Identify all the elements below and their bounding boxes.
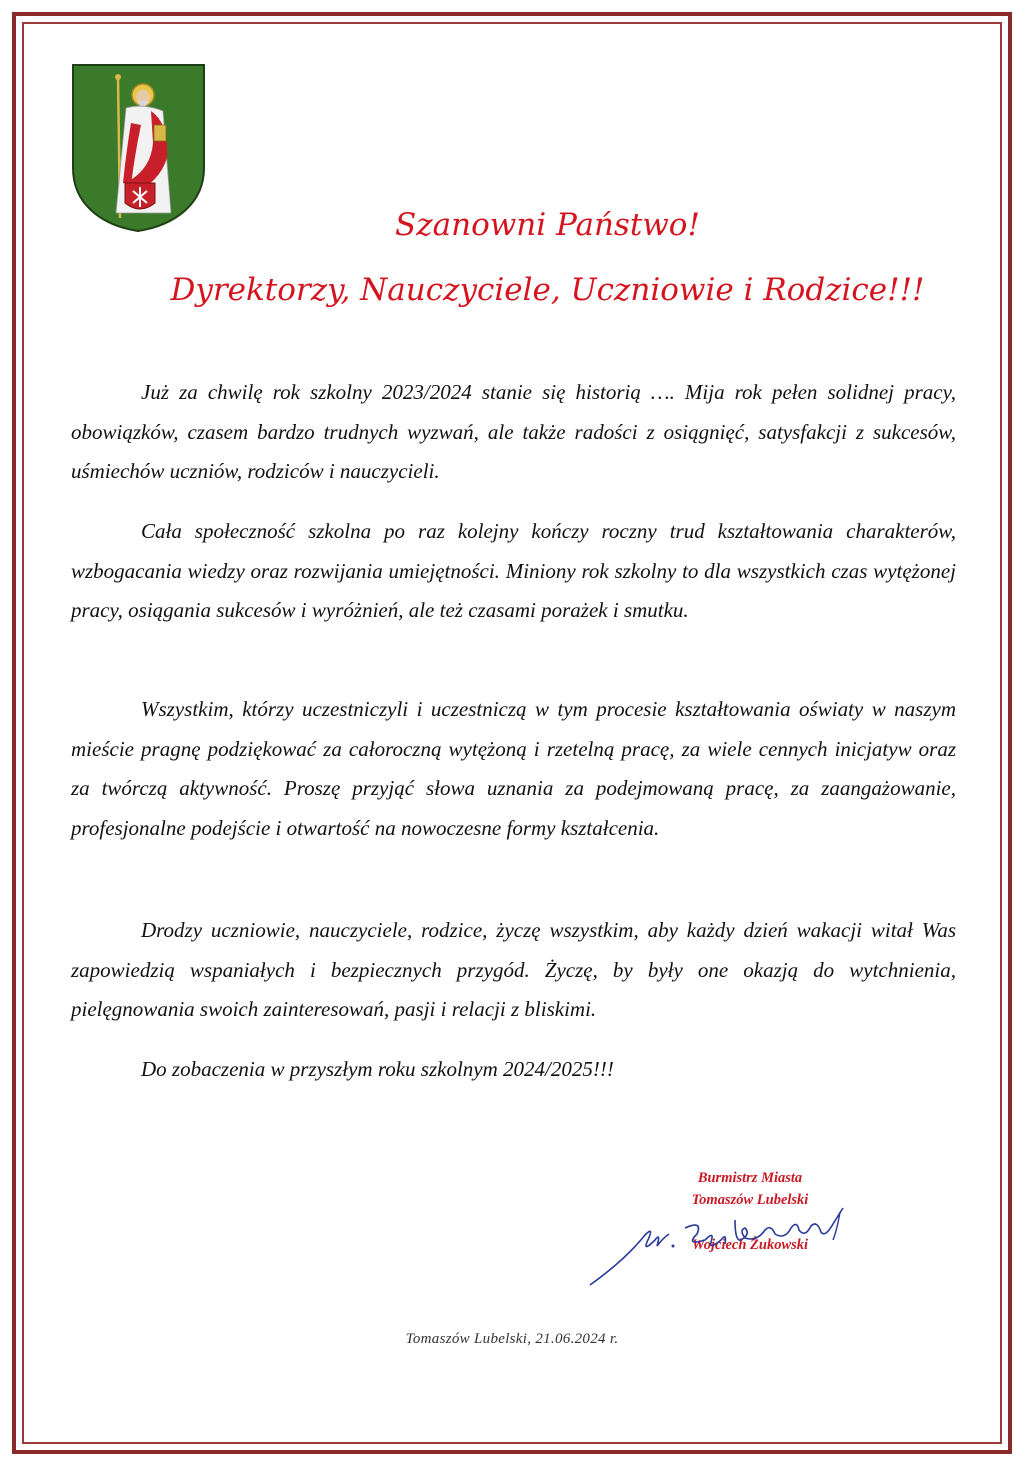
signature-title-line-2: Tomaszów Lubelski bbox=[691, 1192, 809, 1208]
signature-name: Wojciech Żukowski bbox=[691, 1237, 809, 1253]
greeting-line-1: Szanowni Państwo! bbox=[395, 207, 700, 243]
place-date: Tomaszów Lubelski, 21.06.2024 r. bbox=[405, 1331, 619, 1347]
handwritten-signature-icon bbox=[585, 1180, 885, 1290]
paragraph-1: Już za chwilę rok szkolny 2023/2024 stanie się historią …. Mija rok pełen solidnej pracy, obowiązków, czasem bardzo trudnych wyzwań, ale także radości z osiągnięć, satysfakcji z sukcesów, uśmiechów uczniów, rodziców i nauczycieli. bbox=[71, 380, 956, 483]
paragraph-2: Cała społeczność szkolna po raz kolejny kończy roczny trud kształtowania charakterów, wzbogacania wiedzy oraz rozwijania umiejętności. Miniony rok szkolny to dla wszystkich czas wytężonej pracy, osiągania sukcesów i wyróżnień, ale też czasami porażek i smutku. bbox=[71, 519, 956, 622]
greeting-line-2: Dyrektorzy, Nauczyciele, Uczniowie i Rodzice!!! bbox=[170, 272, 925, 308]
signature-block bbox=[610, 1168, 890, 1278]
signature-title-line-1: Burmistrz Miasta bbox=[697, 1170, 803, 1186]
paragraph-3: Wszystkim, którzy uczestniczyli i uczestniczą w tym procesie kształtowania oświaty w naszym mieście pragnę podziękować za całoroczną wytężoną i rzetelną pracę, za wiele cennych inicjatyw oraz za twórczą aktywność. Proszę przyjąć słowa uznania za podejmowaną pracę, za zaangażowanie, profesjonalne podejście i otwartość na nowoczesne formy kształcenia. bbox=[71, 697, 956, 840]
paragraph-4: Drodzy uczniowie, nauczyciele, rodzice, życzę wszystkim, aby każdy dzień wakacji witał Was zapowiedzią wspaniałych i bezpiecznych przygód. Życzę, by były one okazją do wytchnienia, pielęgnowania swoich zainteresowań, pasji i relacji z bliskimi. bbox=[71, 918, 956, 1021]
paragraph-5: Do zobaczenia w przyszłym roku szkolnym 2024/2025!!! bbox=[141, 1057, 614, 1081]
